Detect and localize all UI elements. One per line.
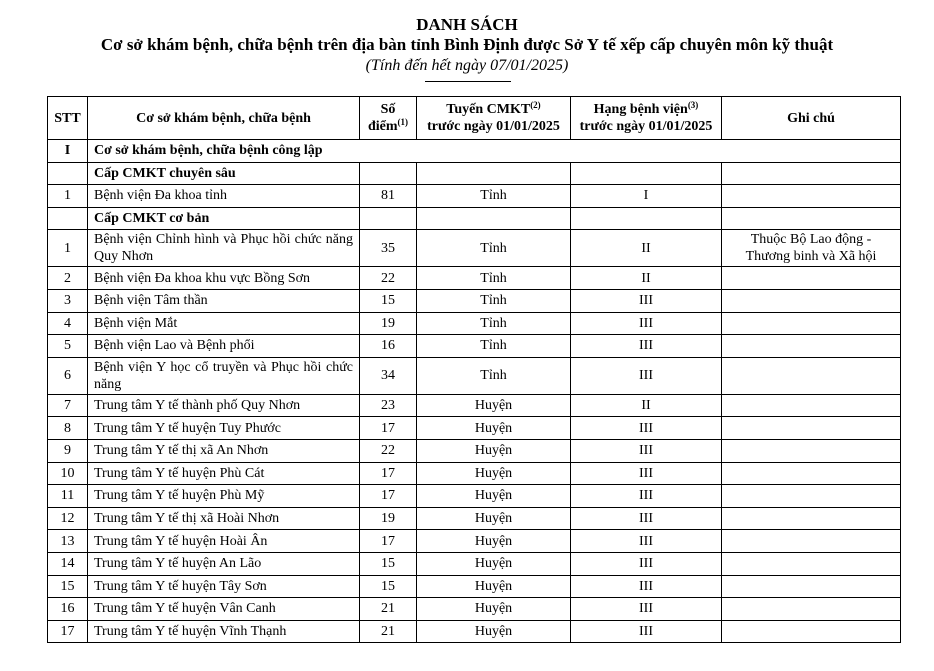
cell-hang: III <box>571 507 722 530</box>
cell-score: 35 <box>360 230 417 267</box>
table-row <box>48 417 901 440</box>
cell-tuyen: Tỉnh <box>417 267 571 290</box>
cell-name: Bệnh viện Lao và Bệnh phổi <box>88 335 360 358</box>
cell-score: 15 <box>360 575 417 598</box>
cell-name: Trung tâm Y tế huyện Vĩnh Thạnh <box>88 620 360 643</box>
cell-hang: II <box>571 394 722 417</box>
table-row <box>48 230 901 267</box>
cell-tuyen: Tỉnh <box>417 289 571 312</box>
table-row <box>48 439 901 462</box>
document-subtitle: Cơ sở khám bệnh, chữa bệnh trên địa bàn tỉnh Bình Định được Sở Y tế xếp cấp chuyên môn kỹ thuật <box>100 35 834 54</box>
header-name: Cơ sở khám bệnh, chữa bệnh <box>88 97 360 140</box>
header-tuyen <box>417 97 571 140</box>
cell-name: Trung tâm Y tế huyện Phù Cát <box>88 462 360 485</box>
cell-stt: 9 <box>48 439 88 462</box>
group-row-advanced <box>48 162 901 185</box>
header-score <box>360 97 417 140</box>
cell-name: Trung tâm Y tế thị xã Hoài Nhơn <box>88 507 360 530</box>
cell-tuyen: Huyện <box>417 417 571 440</box>
cell-hang: III <box>571 620 722 643</box>
cell-tuyen: Huyện <box>417 439 571 462</box>
cell-score: 16 <box>360 335 417 358</box>
section-label: Cơ sở khám bệnh, chữa bệnh công lập <box>88 140 901 163</box>
cell-name: Bệnh viện Đa khoa khu vực Bồng Sơn <box>88 267 360 290</box>
document-date-note: (Tính đến hết ngày 07/01/2025) <box>365 57 569 74</box>
cell-hang: III <box>571 552 722 575</box>
cell-hang: III <box>571 335 722 358</box>
cell-stt: 4 <box>48 312 88 335</box>
table-row <box>48 485 901 508</box>
cell-note <box>722 530 901 553</box>
table-row <box>48 598 901 621</box>
cell-tuyen: Huyện <box>417 530 571 553</box>
table-row <box>48 335 901 358</box>
cell-score: 22 <box>360 439 417 462</box>
cell-score: 81 <box>360 185 417 208</box>
group-row-basic <box>48 207 901 230</box>
cell-name: Trung tâm Y tế thành phố Quy Nhơn <box>88 394 360 417</box>
cell-note <box>722 335 901 358</box>
cell-name: Bệnh viện Y học cổ truyền và Phục hồi chức năng <box>88 357 360 394</box>
cell-hang: III <box>571 357 722 394</box>
cell-tuyen: Huyện <box>417 620 571 643</box>
document-title: DANH SÁCH <box>416 15 518 34</box>
header-hang-line1: Hạng bệnh viện <box>593 102 688 117</box>
cell-name: Bệnh viện Tâm thần <box>88 289 360 312</box>
table-row <box>48 462 901 485</box>
cell-note <box>722 485 901 508</box>
cell-name: Bệnh viện Mắt <box>88 312 360 335</box>
cell-tuyen: Tỉnh <box>417 312 571 335</box>
cell-stt: 16 <box>48 598 88 621</box>
cell-score: 15 <box>360 289 417 312</box>
cell-tuyen: Huyện <box>417 485 571 508</box>
cell-note: Thuộc Bộ Lao động - Thương binh và Xã hội <box>722 230 901 267</box>
header-note: Ghi chú <box>722 97 901 140</box>
table-row <box>48 530 901 553</box>
cell-stt: 12 <box>48 507 88 530</box>
cell-stt: 2 <box>48 267 88 290</box>
cell-score: 17 <box>360 417 417 440</box>
table-row <box>48 620 901 643</box>
header-tuyen-line2: trước ngày 01/01/2025 <box>427 119 560 134</box>
cell-stt: 5 <box>48 335 88 358</box>
header-tuyen-footnote: (2) <box>530 100 541 110</box>
cell-hang: I <box>571 185 722 208</box>
cell-tuyen: Tỉnh <box>417 185 571 208</box>
cell-note <box>722 462 901 485</box>
cell-name: Trung tâm Y tế huyện Vân Canh <box>88 598 360 621</box>
cell-name: Trung tâm Y tế huyện An Lão <box>88 552 360 575</box>
cell-note <box>722 552 901 575</box>
cell-hang: III <box>571 462 722 485</box>
table-row <box>48 552 901 575</box>
cell-note <box>722 507 901 530</box>
table-row <box>48 357 901 394</box>
cell-score: 23 <box>360 394 417 417</box>
cell-name: Trung tâm Y tế thị xã An Nhơn <box>88 439 360 462</box>
cell-stt: 7 <box>48 394 88 417</box>
section-row <box>48 140 901 163</box>
cell-tuyen: Huyện <box>417 462 571 485</box>
cell-note <box>722 598 901 621</box>
cell-hang: III <box>571 598 722 621</box>
cell-stt: 10 <box>48 462 88 485</box>
header-score-label: Số điểm <box>367 102 398 134</box>
cell-tuyen: Huyện <box>417 552 571 575</box>
cell-note <box>722 289 901 312</box>
table-row <box>48 394 901 417</box>
cell-note <box>722 312 901 335</box>
cell-stt: 1 <box>48 230 88 267</box>
cell-score: 22 <box>360 267 417 290</box>
cell-name: Bệnh viện Đa khoa tỉnh <box>88 185 360 208</box>
cell-tuyen: Tỉnh <box>417 357 571 394</box>
cell-score: 15 <box>360 552 417 575</box>
facility-table <box>47 96 901 643</box>
header-score-footnote: (1) <box>397 117 409 127</box>
cell-score: 17 <box>360 530 417 553</box>
cell-stt: 11 <box>48 485 88 508</box>
cell-tuyen: Tỉnh <box>417 335 571 358</box>
cell-tuyen: Huyện <box>417 394 571 417</box>
table-row <box>48 312 901 335</box>
cell-score: 17 <box>360 485 417 508</box>
group-label: Cấp CMKT cơ bản <box>88 207 360 230</box>
cell-note <box>722 417 901 440</box>
cell-score: 17 <box>360 462 417 485</box>
cell-hang: III <box>571 575 722 598</box>
table-row <box>48 289 901 312</box>
cell-score: 21 <box>360 598 417 621</box>
table-row <box>48 507 901 530</box>
cell-hang: II <box>571 230 722 267</box>
cell-tuyen: Huyện <box>417 575 571 598</box>
cell-tuyen: Huyện <box>417 598 571 621</box>
cell-name: Trung tâm Y tế huyện Tây Sơn <box>88 575 360 598</box>
cell-score: 21 <box>360 620 417 643</box>
cell-tuyen: Huyện <box>417 507 571 530</box>
cell-hang: III <box>571 485 722 508</box>
header-hang-footnote: (3) <box>687 100 699 110</box>
cell-hang: III <box>571 289 722 312</box>
header-tuyen-line1: Tuyến CMKT <box>446 102 531 117</box>
cell-note <box>722 439 901 462</box>
cell-hang: III <box>571 530 722 553</box>
table-row <box>48 267 901 290</box>
header-hang-line2: trước ngày 01/01/2025 <box>579 119 713 134</box>
cell-hang: II <box>571 267 722 290</box>
cell-stt: 3 <box>48 289 88 312</box>
cell-note <box>722 394 901 417</box>
cell-name: Bệnh viện Chỉnh hình và Phục hồi chức năng Quy Nhơn <box>88 230 360 267</box>
cell-stt: 13 <box>48 530 88 553</box>
title-divider <box>425 81 511 82</box>
cell-stt: 1 <box>48 185 88 208</box>
cell-stt: 14 <box>48 552 88 575</box>
cell-score: 19 <box>360 507 417 530</box>
cell-note <box>722 185 901 208</box>
cell-name: Trung tâm Y tế huyện Phù Mỹ <box>88 485 360 508</box>
cell-note <box>722 267 901 290</box>
cell-hang: III <box>571 417 722 440</box>
cell-score: 34 <box>360 357 417 394</box>
cell-stt: 15 <box>48 575 88 598</box>
cell-hang: III <box>571 439 722 462</box>
cell-note <box>722 620 901 643</box>
cell-score: 19 <box>360 312 417 335</box>
cell-stt: 6 <box>48 357 88 394</box>
cell-name: Trung tâm Y tế huyện Tuy Phước <box>88 417 360 440</box>
cell-note <box>722 357 901 394</box>
table-header-row <box>48 97 901 140</box>
cell-stt: 17 <box>48 620 88 643</box>
cell-hang: III <box>571 312 722 335</box>
header-hang <box>571 97 722 140</box>
section-stt: I <box>48 140 88 163</box>
group-label: Cấp CMKT chuyên sâu <box>88 162 360 185</box>
cell-name: Trung tâm Y tế huyện Hoài Ân <box>88 530 360 553</box>
cell-tuyen: Tỉnh <box>417 230 571 267</box>
table-row <box>48 575 901 598</box>
header-stt: STT <box>48 97 88 140</box>
cell-stt: 8 <box>48 417 88 440</box>
table-row <box>48 185 901 208</box>
cell-note <box>722 575 901 598</box>
